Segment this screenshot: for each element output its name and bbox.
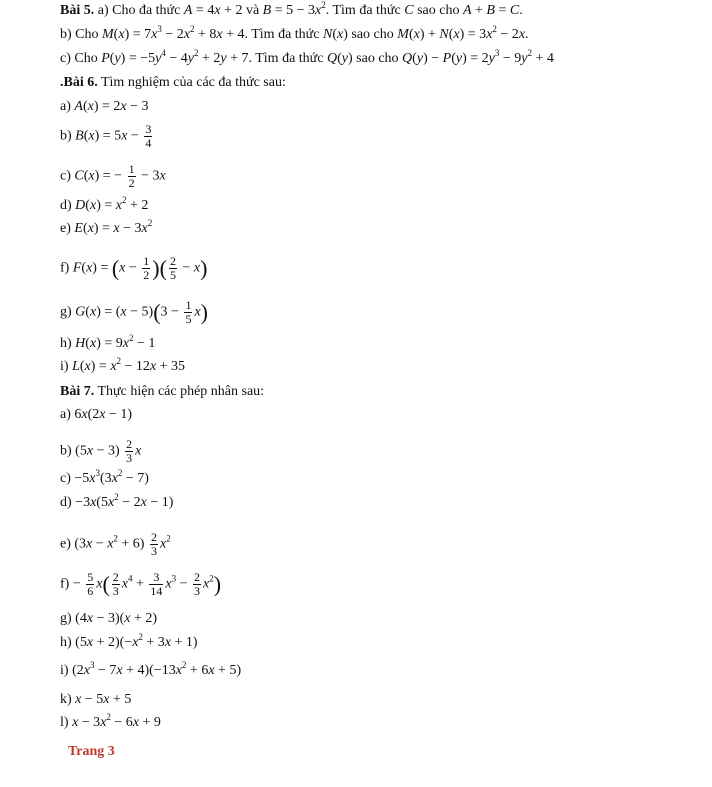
bai7-heading: [60, 383, 264, 401]
bai7-title: Bài 7.: [60, 384, 95, 399]
bai7-item-l: l) $x - 3x^2 - 6x + 9$: [60, 712, 161, 730]
bai7-item-d: $d) -3x(5x^2 - 2x - 1)$: [60, 492, 174, 510]
page-number: Trang 3: [68, 744, 115, 759]
bai7-item-g: g) (4x − 3)(x + 2): [60, 611, 158, 626]
bai5-part-b: b) Cho $M(x) = 7x^3 - 2x^2 + 8x + 4$. Tìm đa thức N(x) sao cho $M(x) + N(x) = 3x^2 - 2x$.: [60, 24, 529, 42]
bai7-item-h: h) $(5x + 2)(-x^2 + 3x + 1)$: [60, 632, 198, 650]
bai6-title: .Bài 6.: [60, 75, 98, 90]
bai7-intro: Thực hiện các phép nhân sau:: [97, 384, 265, 399]
bai7-item-e: e) $(3x - x^2 + 6)$ $\frac{2}{3}$ $x^2$: [60, 530, 171, 558]
bai6-item-e: e) $E(x) = x - 3x^2$: [60, 218, 153, 236]
bai5-title: Bài 5.: [60, 3, 95, 18]
bai6-item-i: i) $L(x) = x^2 - 12x + 35$: [60, 356, 186, 374]
bai7-item-i: i) $(2x^3 - 7x + 4)(-13x^2 + 6x + 5)$: [60, 660, 242, 678]
bai7-item-b: b) (5x − 3) $\frac{2}{3}$ x: [60, 437, 142, 465]
bai6-item-h: h) $H(x) = 9x^2 - 1$: [60, 333, 156, 351]
bai6-item-b: b) B(x) = 5x − $\frac{3}{4}$: [60, 122, 152, 150]
bai7-item-a: a) 6x(2x − 1): [60, 407, 133, 422]
bai6-intro: Tìm nghiệm của các đa thức sau:: [100, 75, 286, 90]
bai7-item-k: k) x − 5x + 5: [60, 692, 132, 707]
bai6-item-f: f) F(x) = (x − $\frac{1}{2}$ )( $\frac{2}{5}$ − x): [60, 254, 208, 282]
bai7-item-c: $c) -5x^3(3x^2 - 7)$: [60, 468, 149, 486]
bai6-item-d: d) $D(x) = x^2 + 2$: [60, 195, 149, 213]
bai6-item-c: c) C(x) = − $\frac{1}{2}$ − 3x: [60, 162, 166, 190]
bai6-item-a: a) A(x) = 2x − 3: [60, 99, 149, 114]
bai6-heading: [60, 74, 286, 92]
bai5-part-c: c) Cho $P(y) = -5y^4 - 4y^2 + 2y + 7$. Tìm đa thức Q(y) sao cho $Q(y) - P(y) = 2y^3 - 9y^2 + 4$: [60, 48, 554, 66]
bai5-part-a: Bài 5. a) Cho đa thức A = 4x + 2 và $B = 5 - 3x^2$. Tìm đa thức C sao cho A + B = C.: [60, 0, 523, 18]
bai7-item-f: f) − $\frac{5}{6}$ x( $\frac{2}{3}$ $x^4$ + $\frac{3}{14}$ $x^3$ − $\frac{2}{3}$ $x^2$): [60, 570, 222, 598]
bai6-item-g: g) G(x) = (x − 5)(3 − $\frac{1}{5}$ x): [60, 298, 208, 326]
